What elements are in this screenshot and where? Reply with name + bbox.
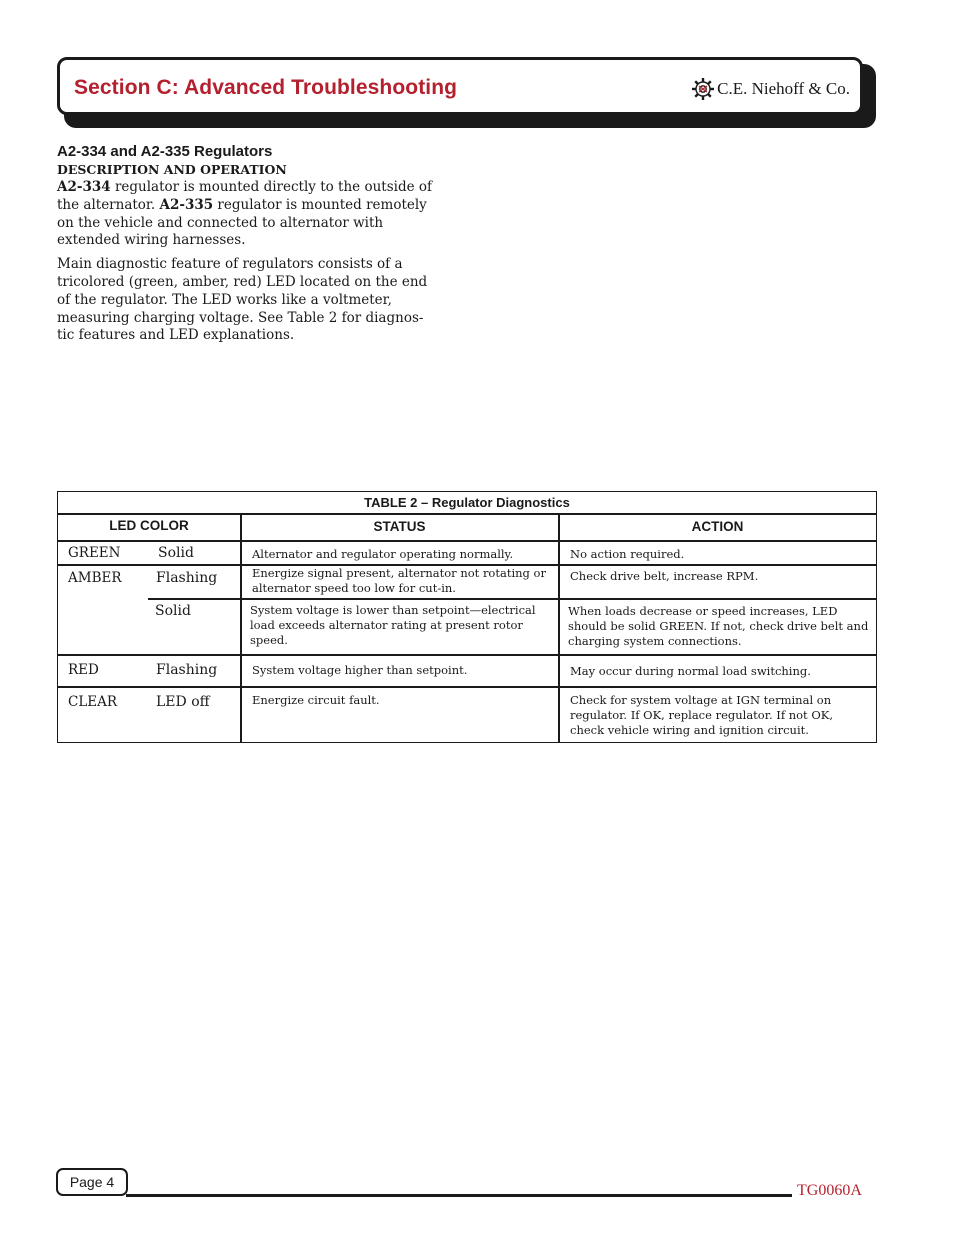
row-color: AMBER [68, 570, 122, 586]
page-number: Page 4 [69, 1174, 115, 1190]
regulator-diagnostics-table [57, 491, 877, 743]
header-action: ACTION [691, 519, 744, 534]
intro-paragraph-2: Main diagnostic feature of regulators consists of a tricolored (green, amber, red) LED located on the end of the regulator. The LED works like a voltmeter, measuring charging voltage. See Table 2 for diagnos-tic features and LED explanations. [57, 256, 428, 344]
divider [58, 540, 876, 542]
brand [691, 77, 850, 101]
divider [58, 654, 876, 656]
intro-section [57, 143, 437, 351]
document-code: TG0060A [797, 1182, 862, 1199]
divider [558, 513, 560, 742]
section-title: Section C: Advanced Troubleshooting [74, 76, 458, 99]
header-led-color: LED COLOR [109, 518, 189, 533]
row-mode: Solid [155, 603, 191, 619]
row-color: RED [68, 662, 99, 678]
row-action: Check drive belt, increase RPM. [570, 569, 759, 583]
row-action: No action required. [570, 547, 685, 561]
footer-rule [126, 1194, 792, 1197]
row-status: System voltage higher than setpoint. [252, 663, 468, 677]
divider [148, 598, 876, 600]
gear-logo-icon [691, 77, 715, 101]
row-color: CLEAR [68, 694, 118, 710]
model-a2-334: A2-334 [57, 179, 111, 195]
description-heading: DESCRIPTION AND OPERATION [57, 162, 287, 177]
divider [240, 513, 242, 742]
row-mode: LED off [156, 694, 210, 710]
row-mode: Flashing [156, 570, 218, 586]
brand-name: C.E. Niehoff & Co. [717, 79, 850, 98]
intro-paragraph-1 [57, 179, 437, 250]
model-a2-335: A2-335 [159, 196, 214, 213]
row-action: Check for system voltage at IGN terminal on regulator. If OK, replace regulator. If not OK, check vehicle wiring and ignition circuit. [570, 693, 834, 737]
row-status: Alternator and regulator operating normally. [252, 547, 514, 561]
header-status: STATUS [373, 519, 426, 534]
row-action: When loads decrease or speed increases, LED should be solid GREEN. If not, check drive belt and charging system connections. [568, 604, 869, 648]
row-mode: Solid [158, 545, 194, 561]
row-action: May occur during normal load switching. [570, 664, 811, 678]
paragraph-1-text-b: regulator is mounted remotely on the vehicle and connected to alternator with extended wiring harnesses. [57, 196, 427, 249]
paragraph-1-text-a: regulator is mounted directly to the outside of the alternator. [57, 179, 432, 213]
row-color: GREEN [68, 545, 121, 561]
header-banner [57, 57, 863, 115]
divider [58, 686, 876, 688]
divider [58, 513, 876, 515]
row-status: Energize circuit fault. [252, 693, 380, 707]
row-mode: Flashing [156, 662, 218, 678]
row-status: System voltage is lower than setpoint—electrical load exceeds alternator rating at present rotor speed. [250, 603, 536, 647]
regulators-heading: A2-334 and A2-335 Regulators [57, 143, 273, 160]
page-number-box [56, 1168, 128, 1196]
row-status: Energize signal present, alternator not rotating or alternator speed too low for cut-in. [252, 566, 546, 595]
table-caption: TABLE 2 – Regulator Diagnostics [364, 495, 570, 510]
